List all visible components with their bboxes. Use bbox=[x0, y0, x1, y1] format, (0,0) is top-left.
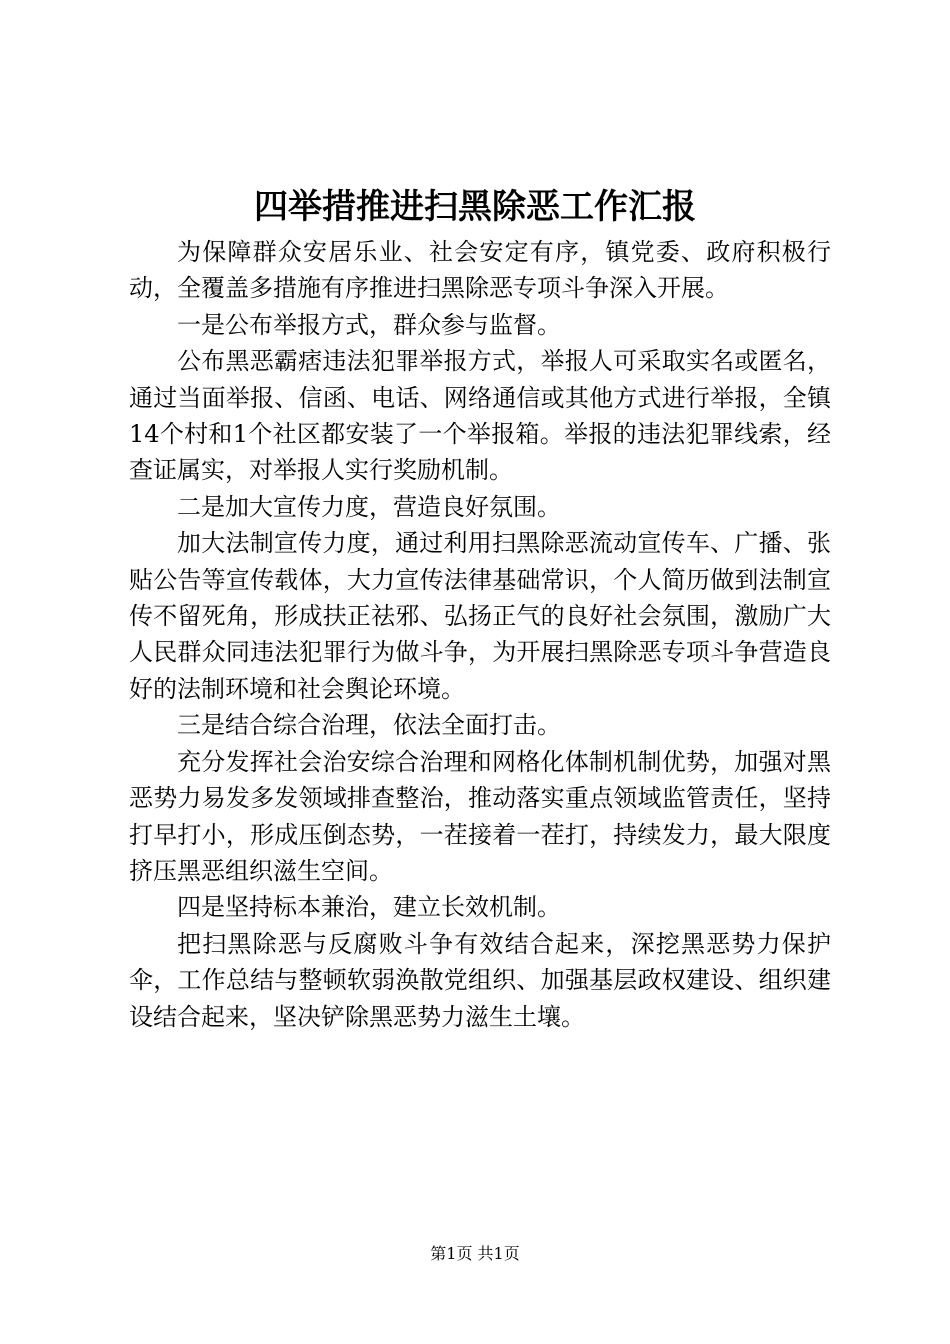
heading-measure-1: 一是公布举报方式，群众参与监督。 bbox=[177, 310, 561, 339]
heading-measure-3: 三是结合综合治理，依法全面打击。 bbox=[177, 711, 561, 740]
paragraph-measure-2: 加大法制宣传力度，通过利用扫黑除恶流动宣传车、广播、张贴公告等宣传载体，大力宣传法律基础常识，个人简历做到法制宣传不留死角，形成扶正祛邪、弘扬正气的良好社会氛围，激励广大人民群众同违法犯罪行为做斗争，为开展扫黑除恶专项斗争营造良好的法制环境和社会舆论环境。 bbox=[129, 529, 831, 703]
paragraph-intro: 为保障群众安居乐业、社会安定有序，镇党委、政府积极行动，全覆盖多措施有序推进扫黑除恶专项斗争深入开展。 bbox=[129, 238, 831, 303]
page-footer: 第1页 共1页 bbox=[430, 1244, 520, 1263]
paragraph-measure-1: 公布黑恶霸痞违法犯罪举报方式，举报人可采取实名或匿名，通过当面举报、信函、电话、网络通信或其他方式进行举报，全镇14个村和1个社区都安装了一个举报箱。举报的违法犯罪线索，经查证属实，对举报人实行奖励机制。 bbox=[129, 347, 831, 485]
document-body bbox=[129, 234, 831, 1035]
paragraph-measure-3: 充分发挥社会治安综合治理和网格化体制机制优势，加强对黑恶势力易发多发领域排查整治，推动落实重点领域监管责任，坚持打早打小，形成压倒态势，一茬接着一茬打，持续发力，最大限度挤压黑恶组织滋生空间。 bbox=[129, 747, 831, 885]
heading-measure-2: 二是加大宣传力度，营造良好氛围。 bbox=[177, 492, 561, 521]
document-title: 四举措推进扫黑除恶工作汇报 bbox=[254, 187, 696, 227]
paragraph-measure-4: 把扫黑除恶与反腐败斗争有效结合起来，深挖黑恶势力保护伞，工作总结与整顿软弱涣散党组织、加强基层政权建设、组织建设结合起来，坚决铲除黑恶势力滋生土壤。 bbox=[129, 929, 831, 1031]
heading-measure-4: 四是坚持标本兼治，建立长效机制。 bbox=[177, 893, 561, 922]
